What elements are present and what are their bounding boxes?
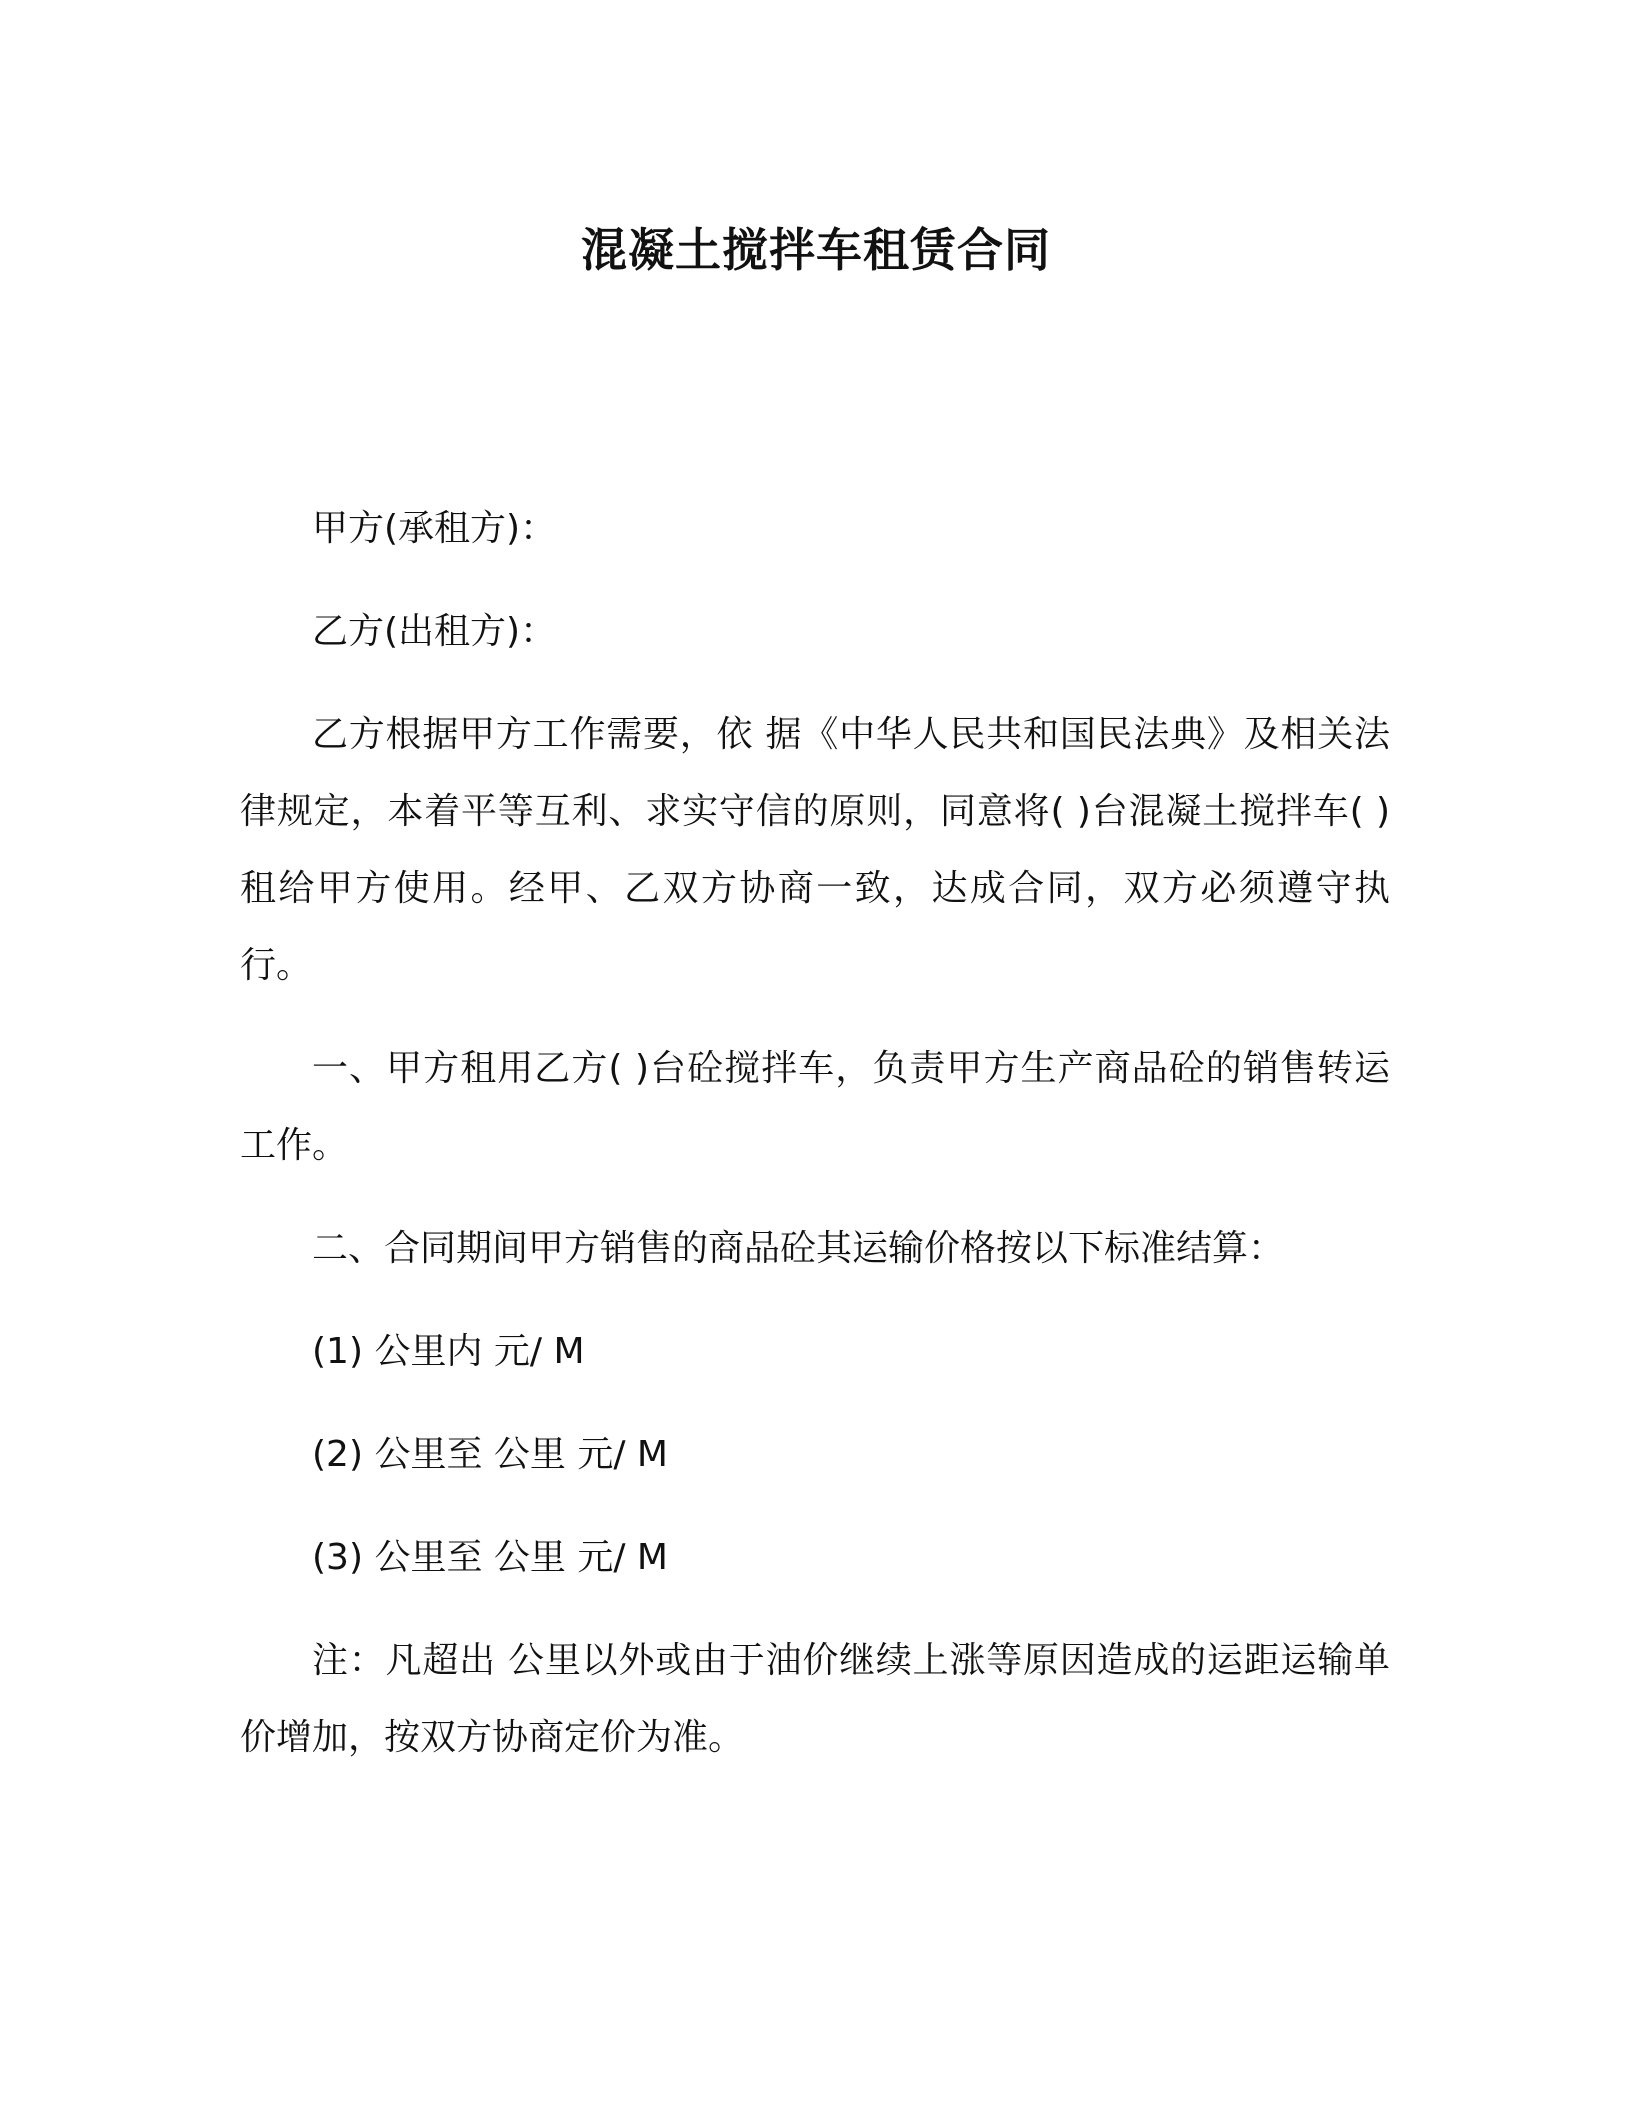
price-tier-1: (1) 公里内 元/ M	[312, 1331, 585, 1372]
party-b-line: 乙方(出租方)：	[312, 611, 557, 652]
document-title: 混凝土搅拌车租赁合同	[581, 223, 1051, 277]
document-body	[240, 490, 1390, 1802]
party-a-line: 甲方(承租方)：	[312, 508, 557, 549]
clause-1-paragraph: 一、甲方租用乙方( )台砼搅拌车，负责甲方生产商品砼的销售转运工作。	[240, 1048, 1390, 1166]
preamble-paragraph: 乙方根据甲方工作需要，依 据《中华人民共和国民法典》及相关法律规定，本着平等互利、求实守信的原则，同意将( )台混凝土搅拌车( )租给甲方使用。经甲、乙双方协商一致，达成合同，双方必须遵守执行。	[240, 714, 1390, 986]
price-tier-3: (3) 公里至 公里 元/ M	[312, 1537, 668, 1578]
price-tier-2: (2) 公里至 公里 元/ M	[312, 1434, 668, 1475]
clause-2-paragraph: 二、合同期间甲方销售的商品砼其运输价格按以下标准结算：	[312, 1228, 1285, 1269]
note-paragraph: 注：凡超出 公里以外或由于油价继续上涨等原因造成的运距运输单价增加，按双方协商定价为准。	[240, 1640, 1390, 1758]
